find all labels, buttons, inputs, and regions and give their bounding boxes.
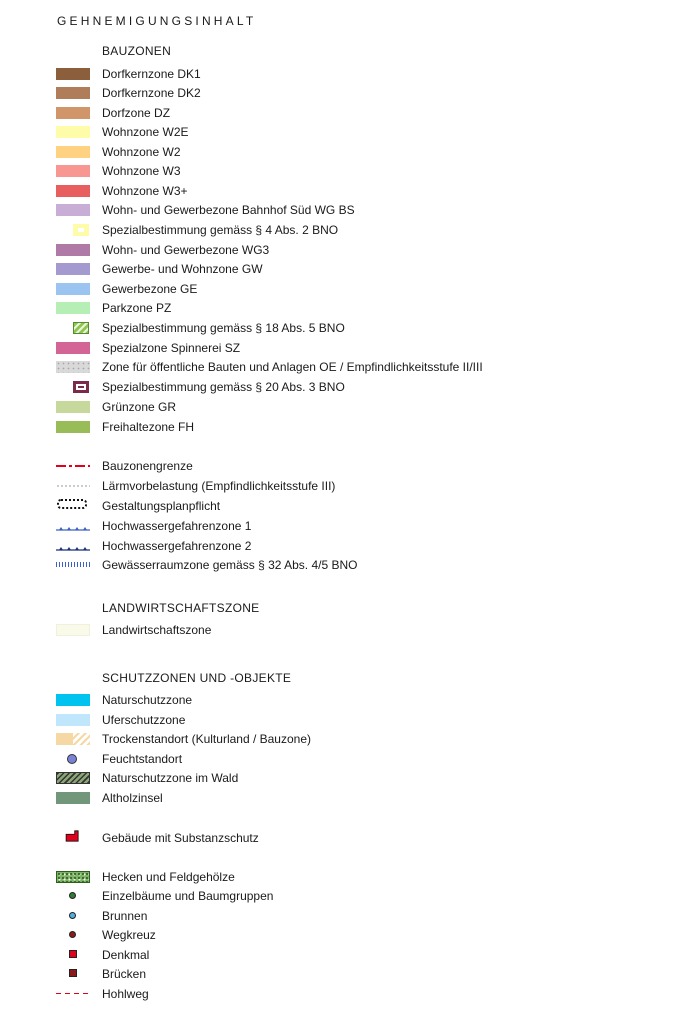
- legend-item: [0, 103, 689, 123]
- gewaesserraum-line-icon: [56, 562, 90, 567]
- zone-swatch: [56, 714, 90, 726]
- wayside-cross-icon: [69, 931, 76, 938]
- legend-label: Gestaltungsplanpflicht: [102, 499, 221, 513]
- zone-swatch: [56, 421, 90, 433]
- legend-label: Bauzonengrenze: [102, 459, 193, 473]
- tree-icon: [69, 892, 76, 899]
- zone-swatch: [56, 185, 90, 197]
- legend-label: Wohnzone W3: [102, 164, 181, 178]
- legend-label: Gewerbezone GE: [102, 282, 198, 296]
- legend-label: Hochwassergefahrenzone 2: [102, 539, 252, 553]
- zone-swatch: [56, 401, 90, 413]
- legend-item: [0, 298, 689, 318]
- legend-item: [0, 828, 689, 848]
- legend-item: [0, 496, 689, 516]
- zone-swatch: [56, 694, 90, 706]
- legend-item: [0, 925, 689, 945]
- legend-item: [0, 161, 689, 181]
- zone-swatch: [56, 263, 90, 275]
- legend-item: [0, 200, 689, 220]
- legend-title: GEHNEMIGUNGSINHALT: [57, 14, 257, 28]
- zone-swatch: [56, 361, 90, 373]
- legend-label: Lärmvorbelastung (Empfindlichkeitsstufe III): [102, 479, 336, 493]
- legend-item: [0, 886, 689, 906]
- legend-label: Spezialbestimmung gemäss § 18 Abs. 5 BNO: [102, 321, 345, 335]
- hedge-pattern-icon: [56, 871, 90, 883]
- legend-label: Altholzinsel: [102, 791, 163, 805]
- legend-label: Dorfzone DZ: [102, 106, 171, 120]
- legend-item: [0, 964, 689, 984]
- zone-swatch: [73, 381, 89, 393]
- legend-label: Trockenstandort (Kulturland / Bauzone): [102, 732, 311, 746]
- legend-label: Wohn- und Gewerbezone Bahnhof Süd WG BS: [102, 203, 355, 217]
- section-heading-schutz: SCHUTZZONEN UND -OBJEKTE: [102, 671, 292, 685]
- legend-label: Zone für öffentliche Bauten und Anlagen OE / Empfindlichkeitsstufe II/III: [102, 360, 483, 374]
- legend-item: [0, 338, 689, 358]
- legend-label: Parkzone PZ: [102, 301, 172, 315]
- legend-label: Freihaltezone FH: [102, 420, 195, 434]
- zone-swatch: [56, 107, 90, 119]
- legend-item: [0, 516, 689, 536]
- legend-item: [0, 749, 689, 769]
- fountain-icon: [69, 912, 76, 919]
- zone-swatch: [56, 283, 90, 295]
- building-icon: [62, 830, 96, 842]
- hochwasser-2-line-icon: [56, 540, 90, 552]
- legend-label: Gewässerraumzone gemäss § 32 Abs. 4/5 BNO: [102, 558, 358, 572]
- legend-label: Landwirtschaftszone: [102, 623, 212, 637]
- zone-swatch: [67, 754, 77, 764]
- zone-swatch: [56, 68, 90, 80]
- legend-label: Wohnzone W3+: [102, 184, 188, 198]
- legend-label: Uferschutzzone: [102, 713, 186, 727]
- legend-item: [0, 768, 689, 788]
- legend-item: [0, 259, 689, 279]
- legend-item: [0, 397, 689, 417]
- legend-label: Dorfkernzone DK1: [102, 67, 201, 81]
- legend-label: Naturschutzzone: [102, 693, 193, 707]
- legend-item: [0, 690, 689, 710]
- legend-item: [0, 142, 689, 162]
- zone-swatch: [56, 87, 90, 99]
- legend-label: Hochwassergefahrenzone 1: [102, 519, 252, 533]
- legend-item: [0, 945, 689, 965]
- zone-swatch: [56, 342, 90, 354]
- legend-label: Gewerbe- und Wohnzone GW: [102, 262, 263, 276]
- zone-swatch: [56, 733, 90, 745]
- zone-swatch: [56, 204, 90, 216]
- legend-item: [0, 279, 689, 299]
- legend-label: Feuchtstandort: [102, 752, 183, 766]
- legend-label: Spezialzone Spinnerei SZ: [102, 341, 241, 355]
- gestaltungsplan-outline-icon: [57, 499, 87, 509]
- zone-swatch: [73, 322, 89, 334]
- zone-swatch: [56, 624, 90, 636]
- zone-swatch: [56, 792, 90, 804]
- legend-label: Wohnzone W2: [102, 145, 181, 159]
- legend-label: Brücken: [102, 967, 147, 981]
- legend-item: [0, 83, 689, 103]
- legend-item: [0, 867, 689, 887]
- section-heading-bauzonen: BAUZONEN: [102, 44, 172, 58]
- zone-swatch: [56, 302, 90, 314]
- zone-swatch: [56, 165, 90, 177]
- legend-item: [0, 357, 689, 377]
- legend-label: Denkmal: [102, 948, 150, 962]
- legend-item: [0, 620, 689, 640]
- legend-item: [0, 318, 689, 338]
- legend-label: Wohnzone W2E: [102, 125, 189, 139]
- hochwasser-1-line-icon: [56, 520, 90, 532]
- legend-item: [0, 476, 689, 496]
- legend-item: [0, 377, 689, 397]
- legend-item: [0, 456, 689, 476]
- hohlweg-line-icon: [56, 993, 90, 994]
- legend-label: Spezialbestimmung gemäss § 4 Abs. 2 BNO: [102, 223, 339, 237]
- legend-label: Hohlweg: [102, 987, 149, 1001]
- legend-item: [0, 536, 689, 556]
- legend-item: [0, 122, 689, 142]
- zone-swatch: [56, 244, 90, 256]
- legend-item: [0, 906, 689, 926]
- legend-label: Grünzone GR: [102, 400, 177, 414]
- legend-label: Wohn- und Gewerbezone WG3: [102, 243, 270, 257]
- legend-label: Naturschutzzone im Wald: [102, 771, 239, 785]
- legend-label: Spezialbestimmung gemäss § 20 Abs. 3 BNO: [102, 380, 345, 394]
- zone-swatch: [56, 146, 90, 158]
- zone-swatch: [73, 224, 89, 236]
- legend-item: [0, 64, 689, 84]
- legend-item: [0, 984, 689, 1004]
- bridge-icon: [69, 969, 77, 977]
- legend-label: Gebäude mit Substanzschutz: [102, 831, 259, 845]
- legend-label: Einzelbäume und Baumgruppen: [102, 889, 274, 903]
- legend-label: Hecken und Feldgehölze: [102, 870, 235, 884]
- zone-swatch: [56, 126, 90, 138]
- legend-item: [0, 788, 689, 808]
- legend-item: [0, 729, 689, 749]
- legend-item: [0, 240, 689, 260]
- legend-label: Dorfkernzone DK2: [102, 86, 201, 100]
- section-heading-landwirtschaft: LANDWIRTSCHAFTSZONE: [102, 601, 260, 615]
- laerm-dots-icon: [56, 484, 90, 489]
- legend-item: [0, 220, 689, 240]
- legend-label: Wegkreuz: [102, 928, 156, 942]
- bauzonengrenze-line-icon: [56, 465, 90, 467]
- legend-label: Brunnen: [102, 909, 148, 923]
- legend-item: [0, 417, 689, 437]
- legend-item: [0, 181, 689, 201]
- zone-swatch: [56, 772, 90, 784]
- legend-item: [0, 710, 689, 730]
- legend-item: [0, 555, 689, 575]
- monument-icon: [69, 950, 77, 958]
